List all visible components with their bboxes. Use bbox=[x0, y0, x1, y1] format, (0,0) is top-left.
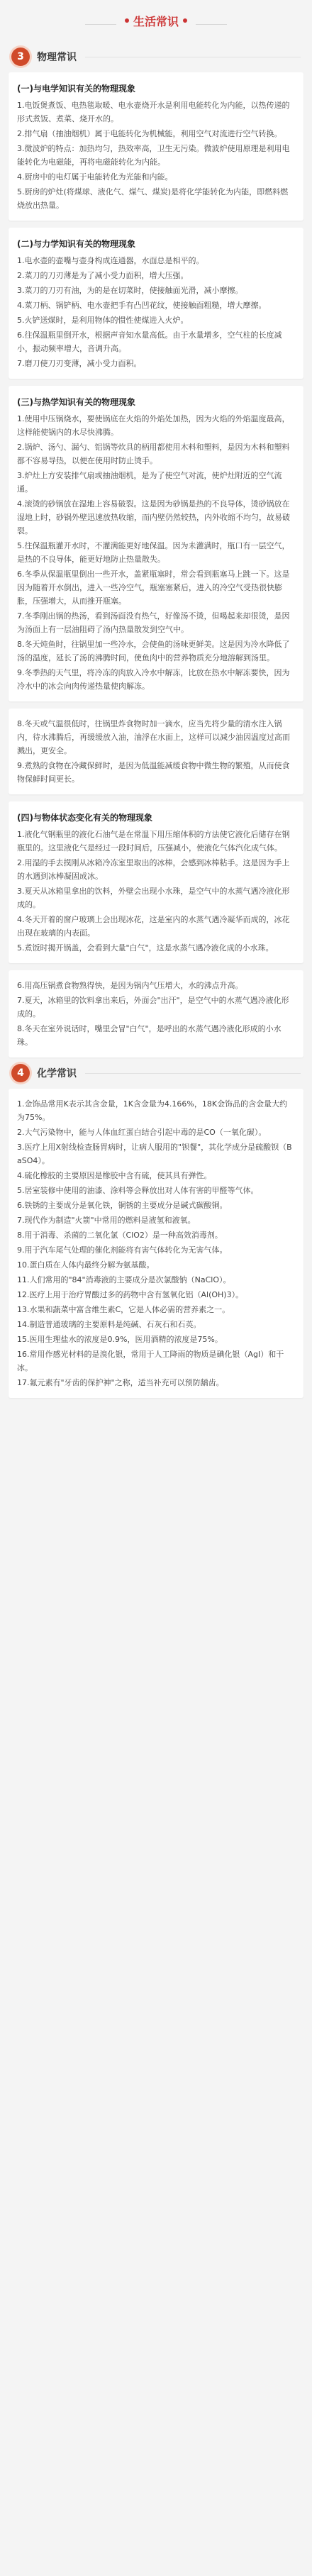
section-title: 物理常识 bbox=[37, 52, 77, 63]
paragraph: 16.常用作感光材料的是溴化银，常用于人工降雨的物质是碘化银（AgI）和干冰。 bbox=[17, 1350, 284, 1372]
paragraph: 4.厨房中的电灯属于电能转化为光能和内能。 bbox=[17, 172, 173, 182]
content-card bbox=[9, 72, 303, 221]
paragraph: 12.医疗上用于治疗胃酸过多的药物中含有氢氧化铝（Al(OH)3）。 bbox=[17, 1290, 244, 1299]
paragraph: 6.往保温瓶里倒开水，根据声音知水量高低。由于水量增多，空气柱的长度减小，振动频率增大，音调升高。 bbox=[17, 331, 282, 353]
bullet-dot-icon bbox=[183, 18, 187, 23]
content-card bbox=[9, 801, 303, 963]
paragraph: 1.使用中压锅烧水，要使锅底在火焰的外焰处加热，因为火焰的外焰温度最高，这样能使锅内的水尽快沸腾。 bbox=[17, 414, 290, 437]
paragraph: 8.冬天在室外说话时，嘴里会冒"白气"，是呼出的水蒸气遇冷液化形成的小水珠。 bbox=[17, 1024, 282, 1047]
paragraph: 8.用于消毒、杀菌的二氧化氯（ClO2）是一种高效消毒剂。 bbox=[17, 1231, 223, 1240]
paragraph: 3.微波炉的特点：加热均匀，热效率高，卫生无污染。微波炉使用原理是利用电能转化为电磁能，再将电磁能转化为内能。 bbox=[17, 144, 290, 167]
content-card bbox=[9, 970, 303, 1057]
paragraph: 2.排气扇（抽油烟机）属于电能转化为机械能，利用空气对流进行空气转换。 bbox=[17, 129, 282, 138]
paragraph: 1.金饰品常用K表示其含金量，1K含金量为4.166%，18K金饰品的含金量大约为75%。 bbox=[17, 1099, 288, 1122]
paragraph: 11.人们常用的"84"消毒液的主要成分是次氯酸钠（NaClO）。 bbox=[17, 1275, 231, 1284]
paragraph: 3.菜刀的刀刃有油，为的是在切菜时，使接触面光滑，减小摩擦。 bbox=[17, 286, 243, 295]
section-3-header bbox=[0, 41, 312, 72]
paragraph: 8.冬天炖鱼时，往锅里加一些冷水，会使鱼的汤味更鲜美。这是因为冷水降低了汤的温度，延长了汤的沸腾时间，使鱼肉中的营养物质充分地溶解到汤里。 bbox=[17, 640, 290, 662]
section-number-badge: 3 bbox=[11, 48, 30, 66]
paragraph: 3.医疗上用X射线检查肠胃病时，让病人服用的"钡餐"，其化学成分是硫酸钡（BaSO4）。 bbox=[17, 1143, 292, 1165]
paragraph: 7.冬季刚出锅的热汤，看到汤面没有热气，好像汤不烫，但喝起来却很烫，是因为汤面上有一层油阻碍了汤内热量散发到空气中。 bbox=[17, 611, 290, 634]
paragraph: 2.大气污染物中，能与人体血红蛋白结合引起中毒的是CO（一氧化碳）。 bbox=[17, 1128, 267, 1137]
subsection-title: (四)与物体状态变化有关的物理现象 bbox=[17, 813, 152, 823]
paragraph: 8.冬天或气温很低时，往锅里炸食物时加一滴水，应当先将少量的清水注入锅内，待水沸腾后，再缓缓放入油，油浮在水面上，这样可以减少油因温度过高而溅出，更安全。 bbox=[17, 719, 290, 755]
paragraph: 3.夏天从冰箱里拿出的饮料，外壁会出现小水珠，是空气中的水蒸气遇冷液化形成的。 bbox=[17, 887, 290, 909]
paragraph: 4.菜刀柄、锅铲柄、电水壶把手有凸凹花纹，使接触面粗糙，增大摩擦。 bbox=[17, 301, 267, 310]
paragraph: 7.现代作为制造"火箭"中常用的燃料是液氢和液氧。 bbox=[17, 1216, 196, 1225]
paragraph: 5.火铲送煤时，是利用物体的惯性使煤进入火炉。 bbox=[17, 316, 189, 325]
content-card bbox=[9, 709, 303, 794]
section-title: 化学常识 bbox=[37, 1068, 77, 1079]
paragraph: 5.往保温瓶灌开水时，不灌满能更好地保温。因为未灌满时，瓶口有一层空气，是热的不良导体，能更好地防止热量散失。 bbox=[17, 541, 290, 564]
paragraph: 13.水果和蔬菜中富含维生素C，它是人体必需的营养素之一。 bbox=[17, 1305, 230, 1314]
paragraph: 1.液化气钢瓶里的液化石油气是在常温下用压缩体积的方法使它液化后储存在钢瓶里的。这里液化气是经过一段时间后，压强减小，使液化气体汽化成气体。 bbox=[17, 830, 290, 853]
paragraph: 2.菜刀的刀刃薄是为了减小受力面积，增大压强。 bbox=[17, 271, 189, 280]
paragraph: 7.夏天，冰箱里的饮料拿出来后，外面会"出汗"，是空气中的水蒸气遇冷液化形成的。 bbox=[17, 996, 289, 1018]
paragraph: 3.炉灶上方安装排气扇或抽油烟机，是为了使空气对流，使炉灶附近的空气流通。 bbox=[17, 471, 282, 494]
subsection-title: (三)与热学知识有关的物理现象 bbox=[17, 397, 135, 407]
page-header bbox=[0, 0, 312, 41]
paragraph: 9.冬季热的天气里，将冷冻的肉放入冷水中解冻，比放在热水中解冻要快，因为冷水中的冰会向肉传递热量使肉解冻。 bbox=[17, 668, 290, 691]
paragraph: 1.电水壶的壶嘴与壶身构成连通器，水面总是相平的。 bbox=[17, 256, 204, 265]
paragraph: 4.硫化橡胶的主要原因是橡胶中含有硫，使其具有弹性。 bbox=[17, 1171, 212, 1180]
content-card bbox=[9, 386, 303, 701]
paragraph: 6.铁锈的主要成分是氧化铁，铜锈的主要成分是碱式碳酸铜。 bbox=[17, 1201, 228, 1210]
paragraph: 7.磨刀使刀刃变薄，减小受力面积。 bbox=[17, 359, 142, 368]
section-4-header bbox=[0, 1057, 312, 1089]
content-card bbox=[9, 228, 303, 379]
page-title-text: 生活常识 bbox=[133, 14, 179, 28]
paragraph: 6.用高压锅煮食物熟得快，是因为锅内气压增大，水的沸点升高。 bbox=[17, 981, 243, 990]
paragraph: 6.冬季从保温瓶里倒出一些开水，盖紧瓶塞时，常会看到瓶塞马上跳一下。这是因为随着开水倒出，进入一些冷空气，瓶塞塞紧后，进入的冷空气受热很快膨胀，压强增大，从而推开瓶塞。 bbox=[17, 570, 290, 606]
subsection-title: (一)与电学知识有关的物理现象 bbox=[17, 84, 135, 94]
content-card bbox=[9, 1089, 303, 1398]
paragraph: 2.用湿的手去摸刚从冰箱冷冻室里取出的冰棒，会感到冰棒粘手。这是因为手上的水遇到冰棒凝固成冰。 bbox=[17, 858, 290, 881]
paragraph: 10.蛋白质在人体内最终分解为氨基酸。 bbox=[17, 1260, 155, 1270]
page-title bbox=[116, 13, 196, 29]
paragraph: 1.电饭煲煮饭、电热毯取暖、电水壶烧开水是利用电能转化为内能，以热传递的形式煮饭、煮菜、烧开水的。 bbox=[17, 101, 290, 123]
paragraph: 17.氟元素有"牙齿的保护神"之称，适当补充可以预防龋齿。 bbox=[17, 1378, 224, 1387]
section-number-badge: 4 bbox=[11, 1064, 30, 1082]
paragraph: 9.用于汽车尾气处理的催化剂能将有害气体转化为无害气体。 bbox=[17, 1245, 228, 1255]
paragraph: 2.锅炉、汤勺、漏勺、铝锅等炊具的柄用都使用木料和塑料，是因为木料和塑料都不容易导热，以便在使用时防止烫手。 bbox=[17, 443, 290, 465]
paragraph: 15.医用生理盐水的浓度是0.9%，医用酒精的浓度是75%。 bbox=[17, 1335, 223, 1344]
paragraph: 5.居室装修中使用的油漆、涂料等会释放出对人体有害的甲醛等气体。 bbox=[17, 1186, 259, 1195]
paragraph: 14.制造普通玻璃的主要原料是纯碱、石灰石和石英。 bbox=[17, 1320, 201, 1329]
bullet-dot-icon bbox=[125, 18, 129, 23]
subsection-title: (二)与力学知识有关的物理现象 bbox=[17, 239, 135, 249]
paragraph: 5.厨房的炉灶(将煤球、液化气、煤气、煤炭)是将化学能转化为内能，即燃料燃烧放出热量。 bbox=[17, 187, 289, 210]
paragraph: 9.煮熟的食物在冷藏保鲜时，是因为低温能减缓食物中微生物的繁殖，从而使食物保鲜时间更长。 bbox=[17, 761, 290, 784]
paragraph: 4.冬天开着的窗户玻璃上会出现冰花，这是室内的水蒸气遇冷凝华而成的，冰花出现在玻璃的内表面。 bbox=[17, 915, 290, 938]
paragraph: 4.滚烫的砂锅放在湿地上容易破裂。这是因为砂锅是热的不良导体，烫砂锅放在湿地上时，砂锅外壁迅速放热收缩，而内壁仍然较热，内外收缩不均匀，故易破裂。 bbox=[17, 499, 290, 535]
section-rule bbox=[85, 1073, 301, 1074]
paragraph: 5.煮饭时揭开锅盖，会看到大量"白气"，这是水蒸气遇冷液化成的小水珠。 bbox=[17, 943, 274, 953]
